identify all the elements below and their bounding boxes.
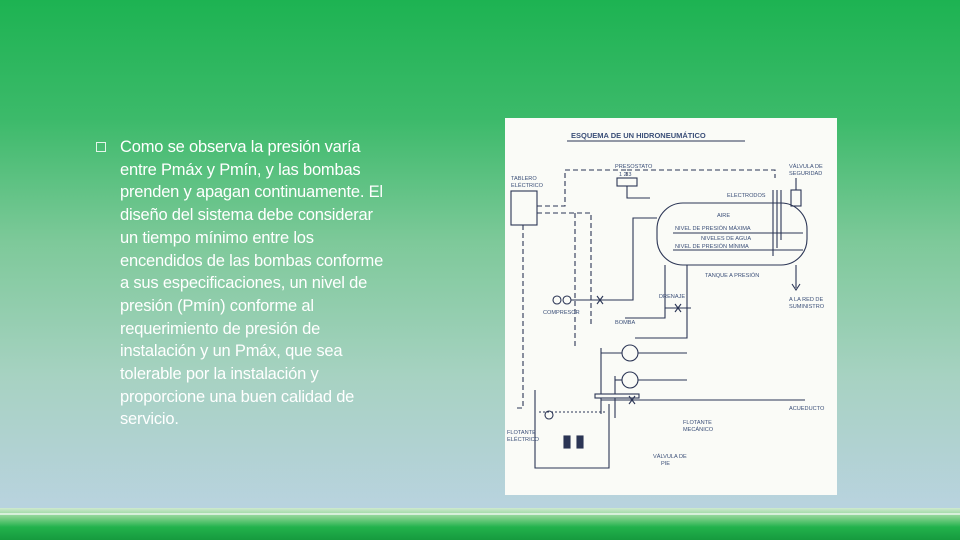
label-nivel-max: NIVEL DE PRESIÓN MÁXIMA — [675, 226, 751, 232]
label-tablero: ELÉCTRICO — [511, 183, 544, 189]
foot-valve — [577, 436, 583, 448]
paragraph-line: servicio. — [120, 410, 179, 429]
main-pipe — [635, 265, 687, 338]
label-flotante-elec: ELÉCTRICO — [507, 437, 540, 443]
paragraph-line: presión (Pmín) conforme al — [120, 296, 314, 315]
label-acueducto: ACUEDUCTO — [789, 406, 825, 412]
tablero-box — [511, 191, 537, 225]
main-pipe — [625, 265, 665, 318]
compressor-wheel — [553, 296, 561, 304]
diagram-title: ESQUEMA DE UN HIDRONEUMÁTICO — [571, 131, 706, 140]
paragraph-line: requerimiento de presión de — [120, 319, 321, 338]
footer-line — [0, 513, 960, 515]
bullet-icon — [96, 142, 106, 152]
paragraph-line: entre Pmáx y Pmín, y las bombas — [120, 160, 361, 179]
label-flotante-mec: FLOTANTE — [683, 420, 712, 426]
label-compresor: COMPRESOR — [543, 310, 580, 316]
compressor-wheel — [563, 296, 571, 304]
label-flotante-elec: FLOTANTE — [507, 430, 536, 436]
pump-icon — [622, 345, 638, 361]
presostato-line — [627, 186, 650, 198]
body-paragraph — [120, 136, 466, 431]
label-nivel-min: NIVEL DE PRESIÓN MÍNIMA — [675, 244, 749, 250]
label-niveles-agua: NIVELES DE AGUA — [701, 236, 752, 242]
paragraph-line: diseño del sistema debe considerar — [120, 206, 373, 225]
label-valvula-pie: VÁLVULA DE — [653, 454, 687, 460]
paragraph-line: instalación y un Pmáx, que sea — [120, 342, 343, 361]
presostato-box — [617, 178, 637, 186]
label-presostato-nums: 1 2 3 — [619, 172, 632, 178]
cistern — [535, 390, 609, 468]
paragraph-line: Como se observa la presión varía — [120, 138, 361, 156]
label-tablero: TABLERO — [511, 176, 537, 182]
label-red: A LA RED DE — [789, 297, 824, 303]
electric-line — [537, 170, 627, 206]
label-drenaje: DRENAJE — [659, 294, 686, 300]
text-block — [96, 136, 466, 431]
pressure-tank — [657, 203, 807, 265]
diagram-svg — [505, 118, 837, 495]
label-valvula-seguridad: SEGURIDAD — [789, 171, 823, 177]
label-flotante-mec: MECÁNICO — [683, 427, 714, 433]
label-bomba: BOMBA — [615, 320, 636, 326]
paragraph-line: tolerable por la instalación y — [120, 365, 319, 384]
electric-line — [627, 170, 775, 178]
paragraph-line: prenden y apagan continuamente. El — [120, 183, 383, 202]
paragraph-line: encendidos de las bombas conforme — [120, 251, 384, 270]
hydropneumatic-diagram — [505, 118, 837, 495]
label-valvula-seguridad: VÁLVULA DE — [789, 164, 823, 170]
safety-valve — [791, 190, 801, 206]
label-valvula-pie: PIE — [661, 461, 671, 467]
foot-valve — [564, 436, 570, 448]
paragraph-line: a sus especificaciones, un nivel de — [120, 274, 368, 293]
electric-line — [515, 225, 523, 408]
label-tanque: TANQUE A PRESIÓN — [705, 273, 760, 279]
paragraph-line: un tiempo mínimo entre los — [120, 228, 314, 247]
float-mechanism — [595, 394, 639, 398]
pump-icon — [622, 372, 638, 388]
label-electrodos: ELECTRODOS — [727, 193, 766, 199]
label-presostato: PRESOSTATO — [615, 164, 653, 170]
compressor-pipe — [571, 218, 657, 300]
label-red: SUMINISTRO — [789, 304, 825, 310]
label-aire: AIRE — [717, 213, 731, 219]
paragraph-line: proporcione una buen calidad de — [120, 387, 355, 406]
